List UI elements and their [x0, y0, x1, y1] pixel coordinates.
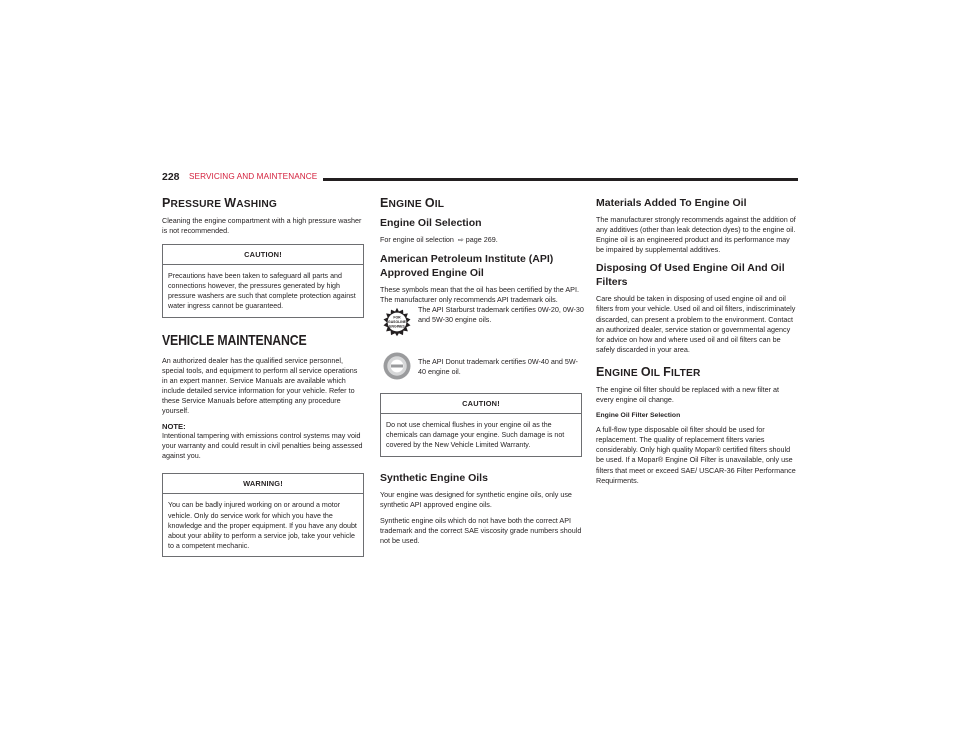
caution-body: Precautions have been taken to safeguard all parts and connections however, the pressures generated by high pressure washers are such that complete protection against water ingress cannot be guaranteed.	[168, 272, 356, 311]
caution-heading: CAUTION!	[163, 245, 363, 265]
page-number: 228	[162, 171, 180, 183]
caution-box-flush	[380, 393, 582, 456]
caution-box-pressure	[162, 244, 364, 317]
warning-body: You can be badly injured working on or around a motor vehicle. Only do service work for which you have the knowledge and the proper equipment. If you have any doubt about your ability to perform a service job, take your vehicle to a competent mechanic.	[168, 501, 357, 550]
synthetic-oils-text-2: Synthetic engine oils which do not have both the correct API trademark and the correct SAE viscosity grade numbers should not be used.	[380, 515, 582, 545]
disposing-text: Care should be taken in disposing of used engine oil and oil filters from your vehicle. Used oil and oil filters, indiscriminately discarded, can present a problem to the environment. Contact an authorized dealer, service station or governmental agency for advice on how and where used oil and oil filters can be safely discarded in your area.	[596, 294, 796, 354]
materials-added-text: The manufacturer strongly recommends against the addition of any additives (other than leak detection dyes) to the engine oil. Engine oil is an engineered product and its performance may be impaired by supplemental additives.	[596, 215, 796, 255]
synthetic-oils-text-1: Your engine was designed for synthetic engine oils, only use synthetic API approved engine oils.	[380, 489, 572, 509]
note-label: NOTE:	[162, 422, 186, 432]
engine-oil-filter-selection-text: A full-flow type disposable oil filter should be used for replacement. The quality of replacement filters varies considerably. Only high quality Mopar® certified filters should be used. If a Mopar® Engine Oil Filter is unavailable, only use filters that meet or exceed SAE/ USCAR-36 Filter Performance Requirments.	[596, 425, 796, 485]
engine-oil-filter-heading: ENGINE OIL FILTER	[596, 364, 701, 379]
starburst-logo-line-2: GASOLINE	[388, 320, 406, 325]
starburst-row	[380, 307, 582, 345]
donut-text: The API Donut trademark certifies 0W-40 and 5W-40 engine oil.	[418, 357, 578, 377]
page-reference-link[interactable]: page 269.	[465, 235, 498, 244]
pressure-washing-text: Cleaning the engine compartment with a high pressure washer is not recommended.	[162, 216, 362, 236]
donut-row	[380, 349, 582, 385]
api-heading: American Petroleum Institute (API) Approved Engine Oil	[380, 253, 554, 280]
column-3	[596, 196, 798, 492]
starburst-text: The API Starburst trademark certifies 0W-20, 0W-30 and 5W-30 engine oils.	[418, 305, 584, 325]
api-text: These symbols mean that the oil has been certified by the API. The manufacturer only recommends API trademark oils.	[380, 285, 579, 305]
materials-added-heading: Materials Added To Engine Oil	[596, 197, 747, 209]
engine-oil-filter-text: The engine oil filter should be replaced with a new filter at every engine oil change.	[596, 384, 779, 405]
vehicle-maintenance-heading: VEHICLE MAINTENANCE	[162, 331, 307, 349]
api-donut-icon	[382, 351, 412, 381]
caution-body: Do not use chemical flushes in your engine oil as the chemicals can damage your engine. Such damage is not covered by the New Vehicle Limited Warranty.	[386, 421, 565, 450]
vehicle-maintenance-text: An authorized dealer has the qualified service personnel, special tools, and equipment to perform all service operations in an expert manner. Service Manuals are available which include detailed service information for your vehicle. Refer to these Service Manuals before attempting any procedure yourself.	[162, 355, 358, 416]
engine-oil-selection-text: For engine oil selection ⇨ page 269.	[380, 235, 582, 246]
section-title: SERVICING AND MAINTENANCE	[189, 172, 318, 181]
engine-oil-heading: ENGINE OIL	[380, 196, 445, 210]
column-2	[380, 196, 582, 552]
note-text: Intentional tampering with emissions control systems may void your warranty and could result in civil penalties being assessed against you.	[162, 431, 363, 461]
caution-heading: CAUTION!	[381, 394, 581, 414]
api-starburst-icon	[382, 307, 412, 337]
starburst-logo-line-1: FOR	[393, 315, 401, 320]
pressure-washing-heading: PRESSURE WASHING	[162, 196, 278, 210]
column-1	[162, 196, 364, 565]
page-header	[162, 171, 798, 187]
header-rule	[323, 178, 798, 181]
starburst-logo-line-3: ENGINES	[389, 324, 405, 329]
engine-oil-selection-heading: Engine Oil Selection	[380, 217, 482, 229]
disposing-heading: Disposing Of Used Engine Oil And Oil Filters	[596, 262, 785, 289]
synthetic-oils-heading: Synthetic Engine Oils	[380, 471, 488, 484]
warning-heading: WARNING!	[163, 474, 363, 494]
page-reference-arrow-icon: ⇨	[457, 237, 464, 244]
warning-box	[162, 473, 364, 556]
engine-oil-filter-selection-label: Engine Oil Filter Selection	[596, 412, 681, 420]
